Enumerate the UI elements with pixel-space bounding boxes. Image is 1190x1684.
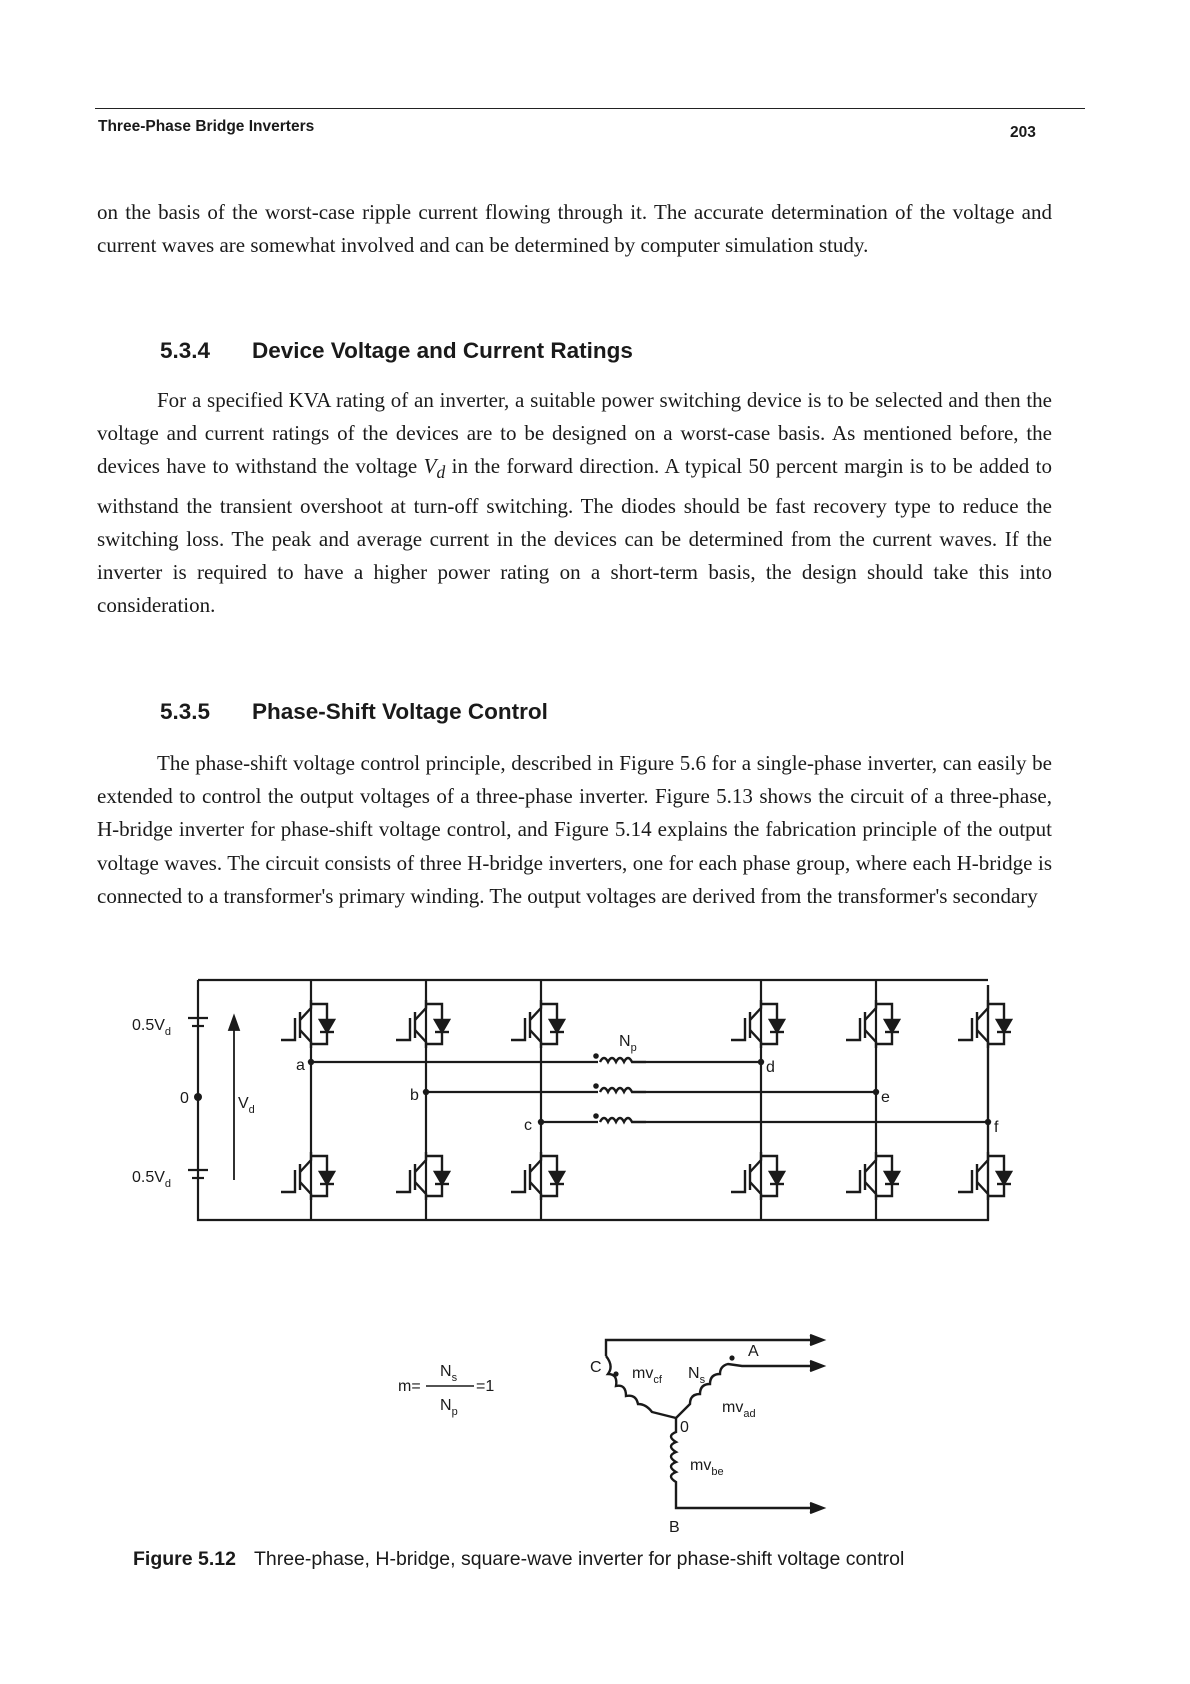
primary-coil-2 — [594, 1084, 646, 1092]
switch-top-1 — [281, 1000, 334, 1048]
label-bottom-source: $0.5V_d$ — [132, 1169, 172, 1190]
switch-bottom-1 — [281, 1152, 334, 1200]
switch-top-3 — [511, 1000, 564, 1048]
label-mvad: $mv_{ad}$ — [722, 1399, 756, 1420]
section-number: 5.3.5 — [160, 699, 211, 724]
switch-top-5 — [846, 1000, 899, 1048]
primary-coil-1 — [594, 1054, 646, 1062]
switch-bottom-6 — [958, 1152, 1011, 1200]
switch-bottom-3 — [511, 1152, 564, 1200]
node-b: b — [410, 1087, 419, 1104]
polarity-dot-c — [613, 1371, 618, 1376]
running-head: Three-Phase Bridge Inverters — [98, 118, 315, 135]
switch-bottom-4 — [731, 1152, 784, 1200]
node-e: e — [881, 1089, 890, 1106]
vd-symbol: $V_d$ — [423, 454, 446, 483]
section-title: Phase-Shift Voltage Control — [252, 699, 548, 724]
caption-number: Figure 5.12 — [133, 1548, 236, 1570]
switch-bottom-2 — [396, 1152, 449, 1200]
label-mvbe: $mv_{be}$ — [690, 1457, 724, 1478]
label-top-source: $0.5V_d$ — [132, 1017, 172, 1038]
neutral-0: 0 — [680, 1419, 689, 1436]
switch-top-4 — [731, 1000, 784, 1048]
switch-top-2 — [396, 1000, 449, 1048]
terminal-A: A — [748, 1343, 759, 1360]
node-f: f — [994, 1119, 999, 1136]
midpoint-node — [194, 1093, 202, 1101]
ratio-numerator: $N_s$ — [440, 1363, 458, 1384]
figure-caption — [133, 1548, 904, 1571]
label-midpoint: 0 — [180, 1090, 189, 1107]
polarity-dot-a — [729, 1355, 734, 1360]
page-number: 203 — [1010, 124, 1036, 141]
ratio-denominator: $N_p$ — [440, 1397, 458, 1418]
terminal-C: C — [590, 1359, 602, 1376]
label-ns: $N_s$ — [688, 1365, 706, 1386]
ratings-text-before: For a specified KVA rating of an inverter, a suitable power switching device is to be selected and then the voltage and current ratings of the devices are to be designed on a worst-case basis. As mentioned before, the devices have to withstand the voltage — [97, 388, 1052, 479]
switch-top-6 — [958, 1000, 1011, 1048]
label-np: $N_p$ — [619, 1033, 637, 1054]
ratio-suffix: =1 — [476, 1378, 495, 1395]
continued-paragraph: on the basis of the worst-case ripple current flowing through it. The accurate determination of the voltage and current waves are somewhat involved and can be determined by computer simulation study. — [97, 200, 1052, 258]
terminal-B: B — [669, 1519, 680, 1536]
node-c: c — [524, 1117, 532, 1134]
switch-bottom-5 — [846, 1152, 899, 1200]
label-vd: $V_d$ — [238, 1095, 255, 1116]
ratings-text-after: in the forward direction. A typical 50 percent margin is to be added to withstand the transient overshoot at turn-off switching. The diodes should be fast recovery type to reduce the switching loss. The peak and average current in the devices can be determined from the current waves. If the inverter is required to have a higher power rating on a short-term basis, the design should take this into consideration. — [97, 454, 1052, 618]
phase-shift-text: The phase-shift voltage control principle, described in Figure 5.6 for a single-phase inverter, can easily be extended to control the output voltages of a three-phase inverter. Figure 5.13 shows the circuit of a three-phase, H-bridge inverter for phase-shift voltage control, and Figure 5.14 explains the fabrication principle of the output voltage waves. The circuit consists of three H-bridge inverters, one for each phase group, where each H-bridge is connected to a transformer's primary winding. The output voltages are derived from the transformer's secondary — [97, 751, 1052, 908]
primary-coil-3 — [594, 1114, 646, 1122]
section-title: Device Voltage and Current Ratings — [252, 338, 633, 363]
caption-text: Three-phase, H-bridge, square-wave inverter for phase-shift voltage control — [253, 1548, 905, 1570]
node-d: d — [766, 1059, 775, 1076]
secondary-star — [606, 1335, 823, 1513]
label-mvcf: $mv_{cf}$ — [632, 1365, 662, 1386]
ratio-prefix: m= — [398, 1378, 421, 1395]
node-a: a — [296, 1057, 305, 1074]
section-number: 5.3.4 — [160, 338, 211, 363]
